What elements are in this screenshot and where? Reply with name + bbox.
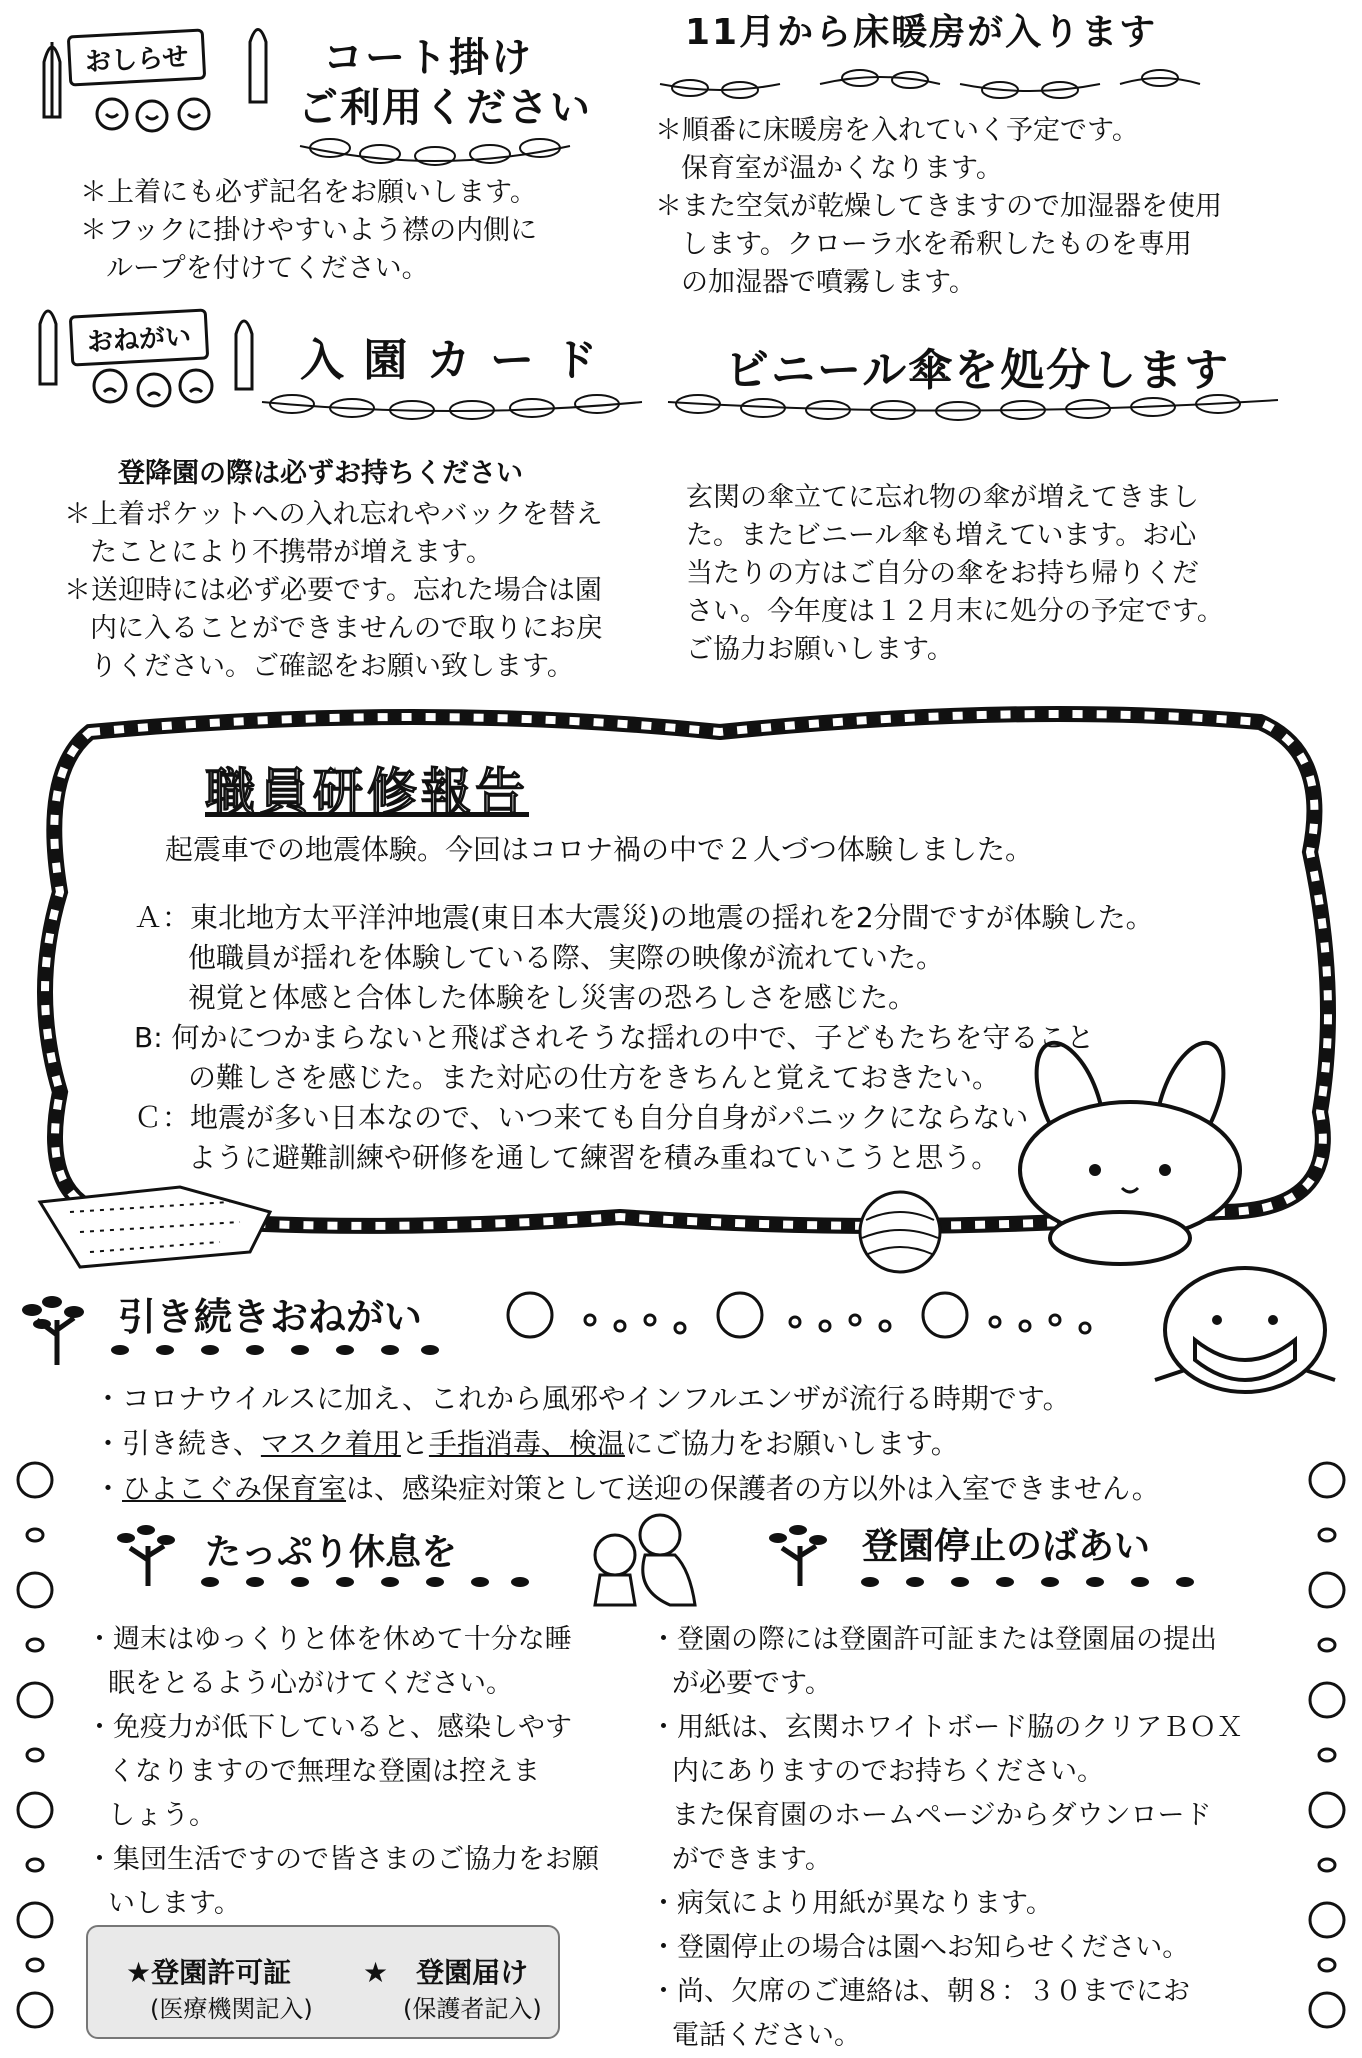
suspension-title: 登園停止のばあい [862, 1526, 1151, 1567]
list-item: ・病気により用紙が異なります。 [650, 1888, 1053, 1919]
list-item: します。クローラ水を希釈したものを専用 [681, 229, 1192, 260]
floor-heating-list [655, 112, 1222, 302]
permit-sub: (医療機関記入) [150, 1995, 313, 2023]
right-animal-border [1302, 1460, 1352, 2034]
list-item: たことにより不携帯が増えます。 [90, 537, 493, 568]
report-line: Ｃ：地震が多い日本なので、いつ来ても自分自身がパニックにならない [134, 1101, 1029, 1134]
list-item: ＊上着ポケットへの入れ忘れやバックを替え [64, 499, 603, 530]
caregiver-illustration [575, 1510, 705, 1614]
list-item: ＊上着にも必ず記名をお願いします。 [80, 177, 537, 208]
paragraph-line: た。またビニール傘も増えています。お心 [686, 520, 1197, 551]
left-animal-border [10, 1460, 60, 2034]
request-badge: おねがい [69, 308, 209, 366]
disinfect-emphasis: 手指消毒、検温 [428, 1427, 625, 1460]
list-item: しょう。 [108, 1800, 216, 1831]
masked-child-illustration [1145, 1260, 1345, 1414]
training-report [134, 898, 1154, 1178]
coat-hook-title-line2: ご利用ください [298, 85, 592, 131]
list-item: 内に入ることができませんので取りにお戻 [90, 613, 603, 644]
leaf-garland-2-svg [660, 62, 1200, 102]
notice-badge-wrap [68, 32, 205, 83]
list-item: また保育園のホームページからダウンロード [672, 1800, 1212, 1831]
list-item: ・尚、欠席のご連絡は、朝８：３０までにお [650, 1976, 1190, 2007]
list-item: 保育室が温かくなります。 [681, 153, 1003, 184]
list-item: りください。ご確認をお願い致します。 [90, 651, 574, 682]
suspension-list [650, 1618, 1243, 2058]
forms-box [86, 1925, 560, 2039]
paragraph-line: さい。今年度は１２月末に処分の予定です。 [686, 596, 1224, 627]
floor-heating-title: 11月から床暖房が入ります [685, 12, 1158, 53]
continue-request-title: 引き続きおねがい [118, 1295, 423, 1339]
continue-line-1: ・コロナウイルスに加え、これから風邪やインフルエンザが流行る時期です。 [94, 1382, 1071, 1415]
list-item: ＊また空気が乾燥してきますので加湿器を使用 [655, 191, 1222, 222]
umbrella-title: ビニール傘を処分します [725, 345, 1231, 396]
leaf-garland-3 [262, 380, 642, 428]
attendance-notice-label: ★ 登園届け [363, 1956, 529, 1989]
attendance-notice-sub: (保護者記入) [403, 1995, 542, 2023]
list-item: 眠をとるよう心がけてください。 [108, 1668, 513, 1699]
coat-hook-title-line1: コート掛け [323, 35, 533, 81]
rest-list [86, 1618, 599, 1926]
list-item: ループを付けてください。 [106, 253, 429, 284]
paragraph-line: 当たりの方はご自分の傘をお持ち帰りくだ [686, 558, 1199, 589]
leaf-garland-1 [300, 126, 570, 170]
list-item: ＊順番に床暖房を入れていく予定です。 [655, 115, 1139, 146]
list-item: ・週末はゆっくりと体を休めて十分な睡 [86, 1624, 572, 1655]
continue-line-2-mid: と [400, 1427, 429, 1460]
seed-trail-3 [860, 1572, 1200, 1596]
umbrella-body [686, 479, 1224, 669]
entry-card-list [64, 496, 603, 686]
continue-line-3-post: は、感染症対策として送迎の保護者の方以外は入室できません。 [346, 1472, 1160, 1505]
list-item: 電話ください。 [672, 2020, 861, 2051]
continue-line-3-pre: ・ [94, 1472, 123, 1505]
list-item: ・登園停止の場合は園へお知らせください。 [650, 1932, 1190, 1963]
list-item: の加湿器で噴霧します。 [681, 267, 976, 298]
continue-line-2-pre: ・引き続き、 [94, 1427, 261, 1460]
report-line: の難しさを感じた。また対応の仕方をきちんと覚えておきたい。 [188, 1061, 1001, 1094]
list-item: ができます。 [672, 1844, 832, 1875]
kids-svg [490, 1290, 1130, 1350]
continue-line-2-post: にご協力をお願いします。 [624, 1427, 959, 1460]
kids-illustration [490, 1290, 1130, 1354]
continue-line-2 [94, 1425, 959, 1463]
list-item: いします。 [108, 1888, 241, 1919]
report-line: B: 何かにつかまらないと飛ばされそうな揺れの中で、子どもたちを守ること [134, 1021, 1095, 1054]
request-badge-wrap [70, 312, 208, 363]
list-item: ・免疫力が低下していると、感染しやす [86, 1712, 572, 1743]
training-title: 職員研修報告 [205, 763, 529, 821]
report-line: 他職員が揺れを体験している際、実際の映像が流れていた。 [188, 941, 945, 974]
report-line: Ａ：東北地方太平洋沖地震(東日本大震災)の地震の揺れを2分間ですが体験した。 [134, 901, 1154, 934]
list-item: ＊送迎時には必ず必要です。忘れた場合は園 [64, 575, 602, 606]
list-item: くなりますので無理な登園は控えま [108, 1756, 540, 1787]
continue-line-3 [94, 1470, 1160, 1508]
list-item: 内にありますのでお持ちください。 [672, 1756, 1104, 1787]
entry-card-title: 入 園 カ ー ド [300, 335, 600, 386]
report-line: ように避難訓練や研修を通して練習を積み重ねていこうと思う。 [188, 1141, 1000, 1174]
paragraph-line: ご協力お願いします。 [686, 634, 954, 665]
leaf-garland-2 [660, 62, 1200, 106]
leaf-garland-4 [668, 380, 1278, 428]
paragraph-line: 玄関の傘立てに忘れ物の傘が増えてきまし [686, 482, 1199, 513]
list-item: ・用紙は、玄関ホワイトボード脇のクリアＢＯＸ [650, 1712, 1244, 1743]
list-item: ＊フックに掛けやすいよう襟の内側に [80, 215, 538, 246]
training-intro: 起震車での地震体験。今回はコロナ禍の中で２人づつ体験しました。 [165, 833, 1034, 866]
entry-card-subtitle: 登降園の際は必ずお持ちください [118, 458, 523, 489]
list-item: ・集団生活ですので皆さまのご協力をお願 [86, 1844, 599, 1875]
permit-label: ★登園許可証 [126, 1956, 292, 1989]
list-item: が必要です。 [672, 1668, 832, 1699]
sprout-icon [760, 1520, 840, 1594]
seed-trail-2 [200, 1572, 530, 1596]
list-item: ・登園の際には登園許可証または登園届の提出 [650, 1624, 1217, 1655]
hiyoko-room-emphasis: ひよこぐみ保育室 [122, 1472, 347, 1505]
rest-title: たっぷり休息を [205, 1532, 458, 1573]
notice-badge: おしらせ [67, 28, 207, 86]
report-line: 視覚と体感と合体した体験をし災害の恐ろしさを感じた。 [188, 981, 917, 1014]
mask-emphasis: マスク着用 [260, 1427, 401, 1460]
coat-hook-list [80, 174, 537, 288]
seed-trail-1 [110, 1340, 440, 1364]
sprout-icon [108, 1520, 188, 1594]
sprout-icon [12, 1290, 102, 1374]
